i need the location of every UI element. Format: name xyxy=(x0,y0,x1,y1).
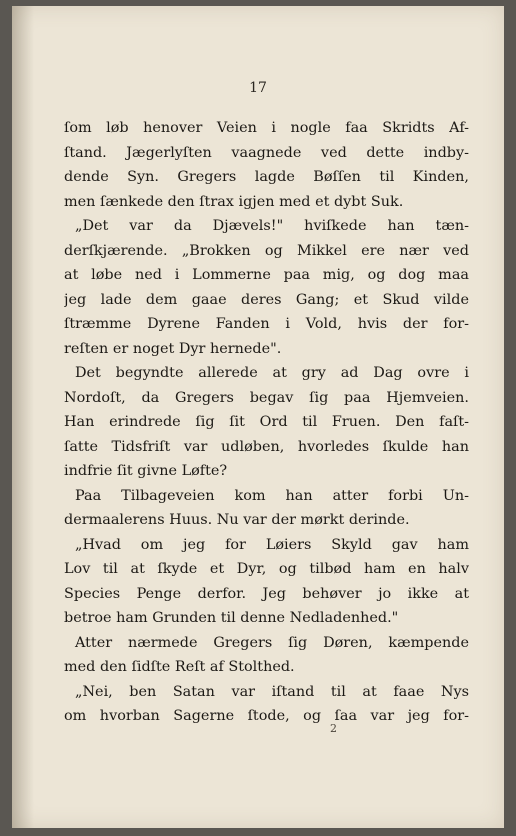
text-line: jeg lade dem gaae deres Gang; et Skud vilde xyxy=(64,291,469,308)
text-line: reſten er noget Dyr hernede". xyxy=(64,340,282,357)
text-line: „Nei, ben Satan var iſtand til at faae Nys xyxy=(75,683,469,700)
text-line: at løbe ned i Lommerne paa mig, og dog maa xyxy=(64,267,469,283)
page-number: 17 xyxy=(249,80,267,96)
text-line: med den ſidſte Reſt af Stolthed. xyxy=(64,659,295,675)
text-line: betroe ham Grunden til denne Nedladenhed." xyxy=(64,610,399,626)
text-line: „Hvad om jeg for Løiers Skyld gav ham xyxy=(75,536,469,553)
binding-shadow xyxy=(12,6,34,828)
text-line: Lov til at ſkyde et Dyr, og tilbød ham en halv xyxy=(64,561,469,577)
text-line: Han erindrede ſig ſit Ord til Fruen. Den faſt- xyxy=(64,414,469,430)
signature-mark: 2 xyxy=(330,722,337,735)
text-line: Det begyndte allerede at gry ad Dag ovre i xyxy=(75,365,469,381)
text-line: ſom løb henover Veien i nogle faa Skridts Af- xyxy=(64,120,469,136)
text-line: men ſænkede den ſtrax igjen med et dybt Suk. xyxy=(64,193,404,210)
text-line: Atter nærmede Gregers ſig Døren, kæmpende xyxy=(75,634,469,651)
book-page xyxy=(12,6,504,828)
text-line: Nordoſt, da Gregers begav ſig paa Hjemveien. xyxy=(64,389,469,406)
text-line: „Det var da Djævels!" hviſkede han tæn- xyxy=(75,218,469,234)
text-line: Paa Tilbageveien kom han atter forbi Un- xyxy=(75,487,469,504)
text-line: dermaalerens Huus. Nu var der mørkt derinde. xyxy=(64,512,410,528)
text-line: dende Syn. Gregers lagde Bøſſen til Kinden, xyxy=(64,169,469,185)
text-line: ſatte Tidsfriſt var udløben, hvorledes ſkulde han xyxy=(64,438,469,455)
text-line: derſkjærende. „Brokken og Mikkel ere nær ved xyxy=(64,242,469,259)
body-text xyxy=(64,116,469,729)
text-line: om hvorban Sagerne ſtode, og ſaa var jeg for- xyxy=(64,708,469,724)
text-line: ſtræmme Dyrene Fanden i Vold, hvis der for- xyxy=(64,316,469,332)
text-line: Species Penge derfor. Jeg behøver jo ikke at xyxy=(64,585,469,602)
text-line: indfrie ſit givne Løfte? xyxy=(64,463,228,479)
text-line: ſtand. Jægerlyſten vaagnede ved dette indby- xyxy=(64,144,469,161)
